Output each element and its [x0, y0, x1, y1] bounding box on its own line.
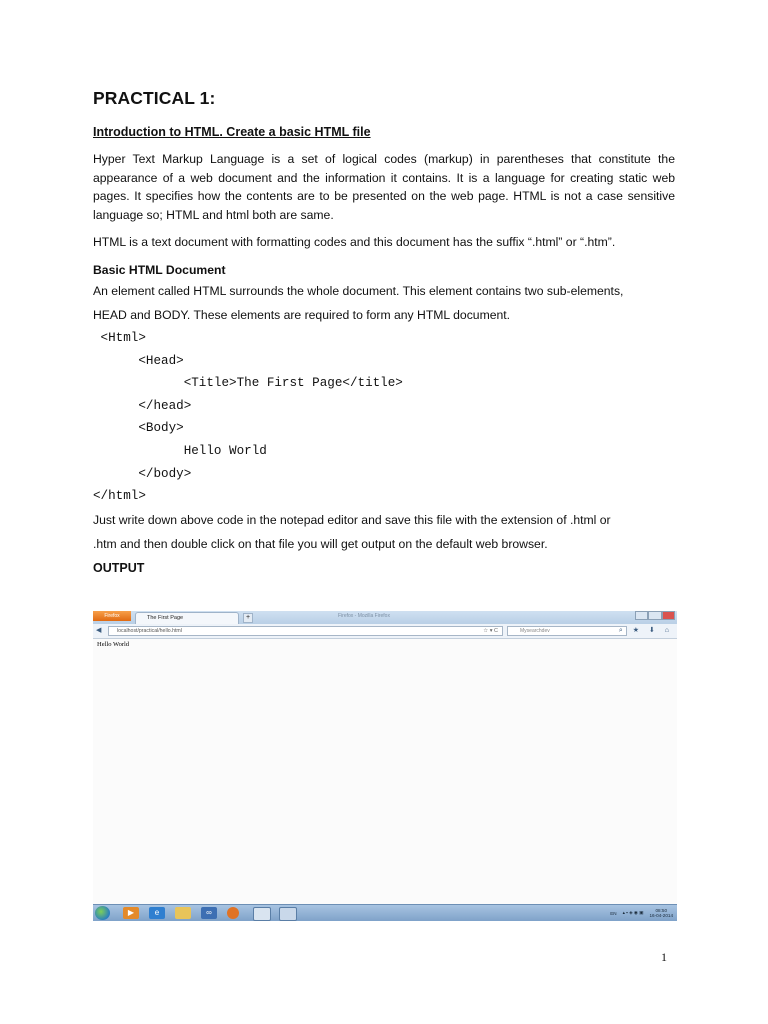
maximize-icon[interactable] — [648, 611, 661, 620]
browser-screenshot — [93, 611, 677, 921]
tab-title: The First Page — [147, 615, 184, 621]
code-line: <Title>The First Page</title> — [93, 376, 403, 391]
back-arrow-icon[interactable]: ◀ — [96, 627, 102, 634]
close-icon[interactable] — [662, 611, 675, 620]
new-tab-button[interactable]: + — [243, 613, 253, 623]
search-input[interactable]: Mysearchdev — [507, 626, 627, 636]
url-controls[interactable]: ☆ ▾ C — [483, 628, 498, 634]
instruction-line-2: .htm and then double click on that file you will get output on the default web browser. — [93, 536, 548, 551]
code-line: </body> — [93, 466, 192, 481]
url-text: localhost/practical/hello.html — [117, 628, 182, 634]
start-button-icon[interactable] — [95, 906, 110, 920]
intro-paragraph: Hyper Text Markup Language is a set of logical codes (markup) in parentheses that constitute the appearance of a web document and the information it contains. It is a language for creating static web pages. It specifies how the contents are to be presented on the web page. HTML is not a case sensitive language so; HTML and html both are same. — [93, 152, 675, 222]
element-paragraph-line-2: HEAD and BODY. These elements are required to form any HTML document. — [93, 307, 511, 322]
code-line: <Html> — [93, 330, 146, 345]
windows-taskbar — [93, 904, 677, 921]
toolbar-icons[interactable]: ⌕ ★ ⬇ ⌂ — [618, 627, 673, 634]
code-line: </head> — [93, 398, 192, 413]
clock-time: 08:50 — [655, 907, 667, 913]
media-player-icon[interactable]: ▶ — [123, 907, 139, 919]
suffix-paragraph: HTML is a text document with formatting codes and this document has the suffix “.html” or “.htm”. — [93, 235, 616, 250]
code-line: Hello World — [93, 443, 267, 458]
app-icon[interactable]: ∞ — [201, 907, 217, 919]
clock-date: 16-04-2014 — [649, 913, 673, 918]
minimize-icon[interactable] — [635, 611, 648, 620]
code-line: <Body> — [93, 421, 184, 436]
page-subtitle: Introduction to HTML. Create a basic HTML file — [93, 125, 371, 139]
language-indicator[interactable]: EN — [610, 910, 617, 916]
url-bar[interactable] — [108, 626, 503, 636]
code-block — [93, 327, 675, 508]
browser-navbar — [93, 624, 677, 639]
clock[interactable] — [650, 908, 674, 919]
window-title: Firefox - Mozilla Firefox — [338, 613, 390, 619]
window-controls — [635, 611, 675, 620]
browser-page-text: Hello World — [97, 641, 130, 648]
notepad-icon[interactable] — [279, 907, 297, 921]
code-line: <Head> — [93, 353, 184, 368]
document-page — [93, 86, 675, 578]
browser-tab[interactable] — [135, 612, 239, 624]
system-tray — [610, 906, 673, 920]
page-title: PRACTICAL 1: — [93, 88, 216, 108]
explorer-folder-icon[interactable] — [175, 907, 191, 919]
browser-tabbar — [93, 611, 677, 624]
output-label: OUTPUT — [93, 560, 145, 575]
page-number: 1 — [661, 950, 667, 964]
tray-icons[interactable]: ▴ ▪ ◈ ◉ ▣ — [622, 910, 644, 915]
instruction-line-1: Just write down above code in the notepad editor and save this file with the extension of .html or — [93, 512, 611, 527]
internet-explorer-icon[interactable]: e — [149, 907, 165, 919]
element-paragraph-line-1: An element called HTML surrounds the whole document. This element contains two sub-elements, — [93, 283, 624, 298]
firefox-icon[interactable] — [227, 907, 239, 919]
firefox-menu-button[interactable]: Firefox — [93, 611, 131, 621]
document-app-icon[interactable] — [253, 907, 271, 921]
basic-html-heading: Basic HTML Document — [93, 262, 226, 277]
code-line: </html> — [93, 489, 146, 504]
